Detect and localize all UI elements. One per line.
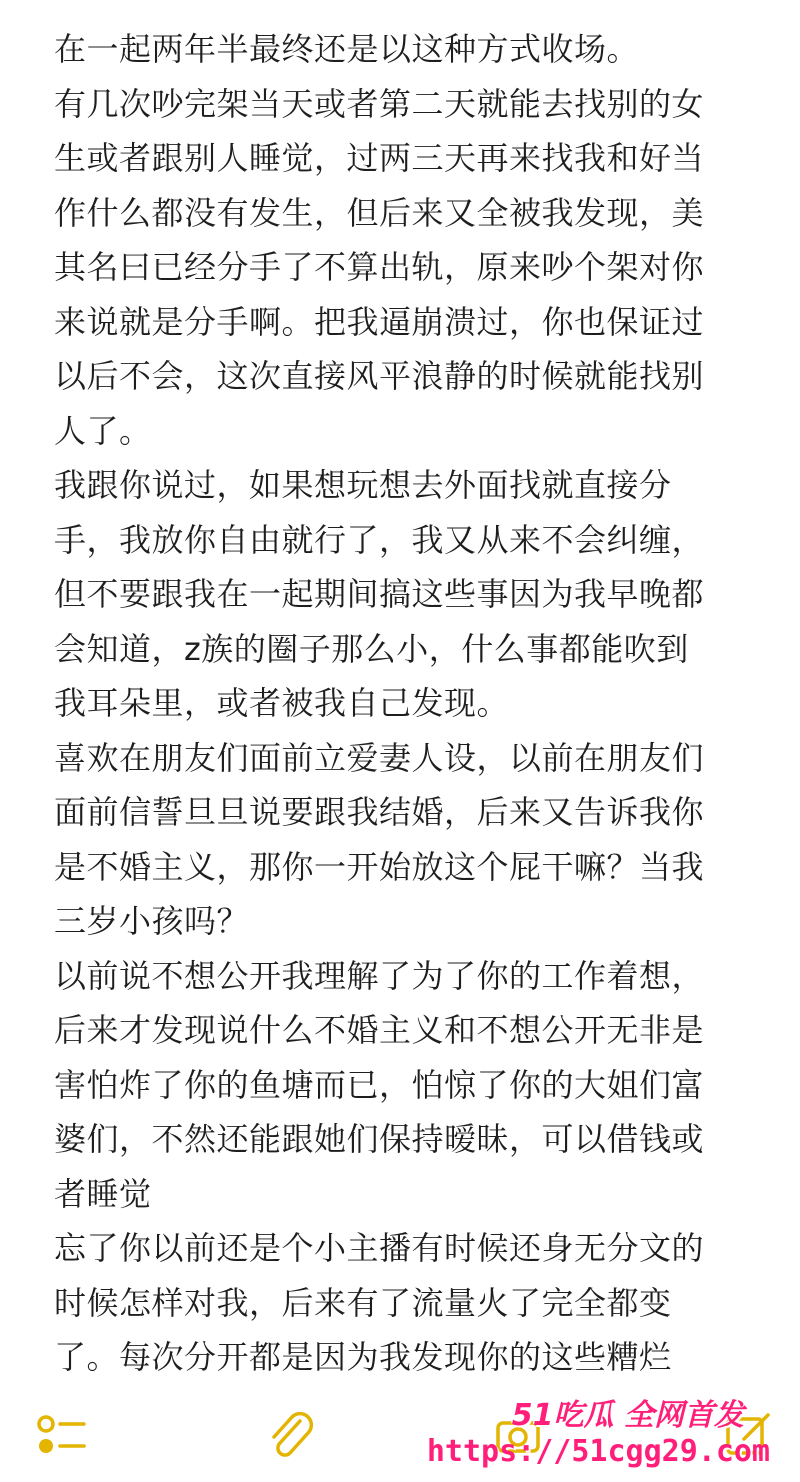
note-line: 后来才发现说什么不婚主义和不想公开无非是	[54, 1011, 705, 1049]
note-line: 但不要跟我在一起期间搞这些事因为我早晚都	[54, 575, 705, 613]
note-line: 婆们，不然还能跟她们保持暧昧，可以借钱或	[54, 1120, 705, 1158]
note-line: 会知道，z族的圈子那么小，什么事都能吹到	[54, 629, 689, 668]
note-line: 在一起两年半最终还是以这种方式收场。	[54, 30, 640, 68]
note-line: 作什么都没有发生，但后来又全被我发现，美	[54, 193, 705, 232]
watermark-title: 51吃瓜 全网首发	[511, 1398, 744, 1433]
note-line: 手，我放你自由就行了，我又从来不会纠缠，	[54, 520, 705, 559]
watermark-url: https://51cgg29.com	[426, 1434, 770, 1469]
note-body[interactable]	[54, 22, 754, 1382]
note-line: 者睡觉	[54, 1174, 152, 1213]
note-line: 时候怎样对我，后来有了流量火了完全都变	[54, 1283, 672, 1322]
note-line: 生或者跟别人睡觉，过两三天再来找我和好当	[54, 139, 705, 177]
note-line: 我耳朵里，或者被我自己发现。	[54, 684, 510, 722]
site-watermark	[426, 1390, 774, 1476]
note-line: 以后不会，这次直接风平浪静的时候就能找别	[54, 357, 705, 395]
note-line: 以前说不想公开我理解了为了你的工作着想，	[54, 956, 705, 995]
checklist-icon[interactable]	[34, 1407, 90, 1463]
note-line: 是不婚主义，那你一开始放这个屁干嘛？当我	[54, 847, 705, 886]
note-line: 喜欢在朋友们面前立爱妻人设，以前在朋友们	[54, 738, 705, 777]
note-line: 来说就是分手啊。把我逼崩溃过，你也保证过	[54, 302, 705, 341]
note-line: 害怕炸了你的鱼塘而已，怕惊了你的大姐们富	[54, 1065, 705, 1104]
paperclip-icon[interactable]	[262, 1407, 318, 1463]
note-line: 我跟你说过，如果想玩想去外面找就直接分	[54, 466, 672, 504]
note-line: 了。每次分开都是因为我发现你的这些糟烂	[54, 1338, 672, 1376]
note-line: 忘了你以前还是个小主播有时候还身无分文的	[54, 1229, 705, 1267]
note-line: 面前信誓旦旦说要跟我结婚，后来又告诉我你	[54, 793, 705, 831]
note-line: 其名曰已经分手了不算出轨，原来吵个架对你	[54, 248, 705, 286]
note-line: 三岁小孩吗？	[54, 902, 250, 940]
note-line: 有几次吵完架当天或者第二天就能去找别的女	[54, 84, 705, 123]
note-line: 人了。	[54, 411, 152, 450]
